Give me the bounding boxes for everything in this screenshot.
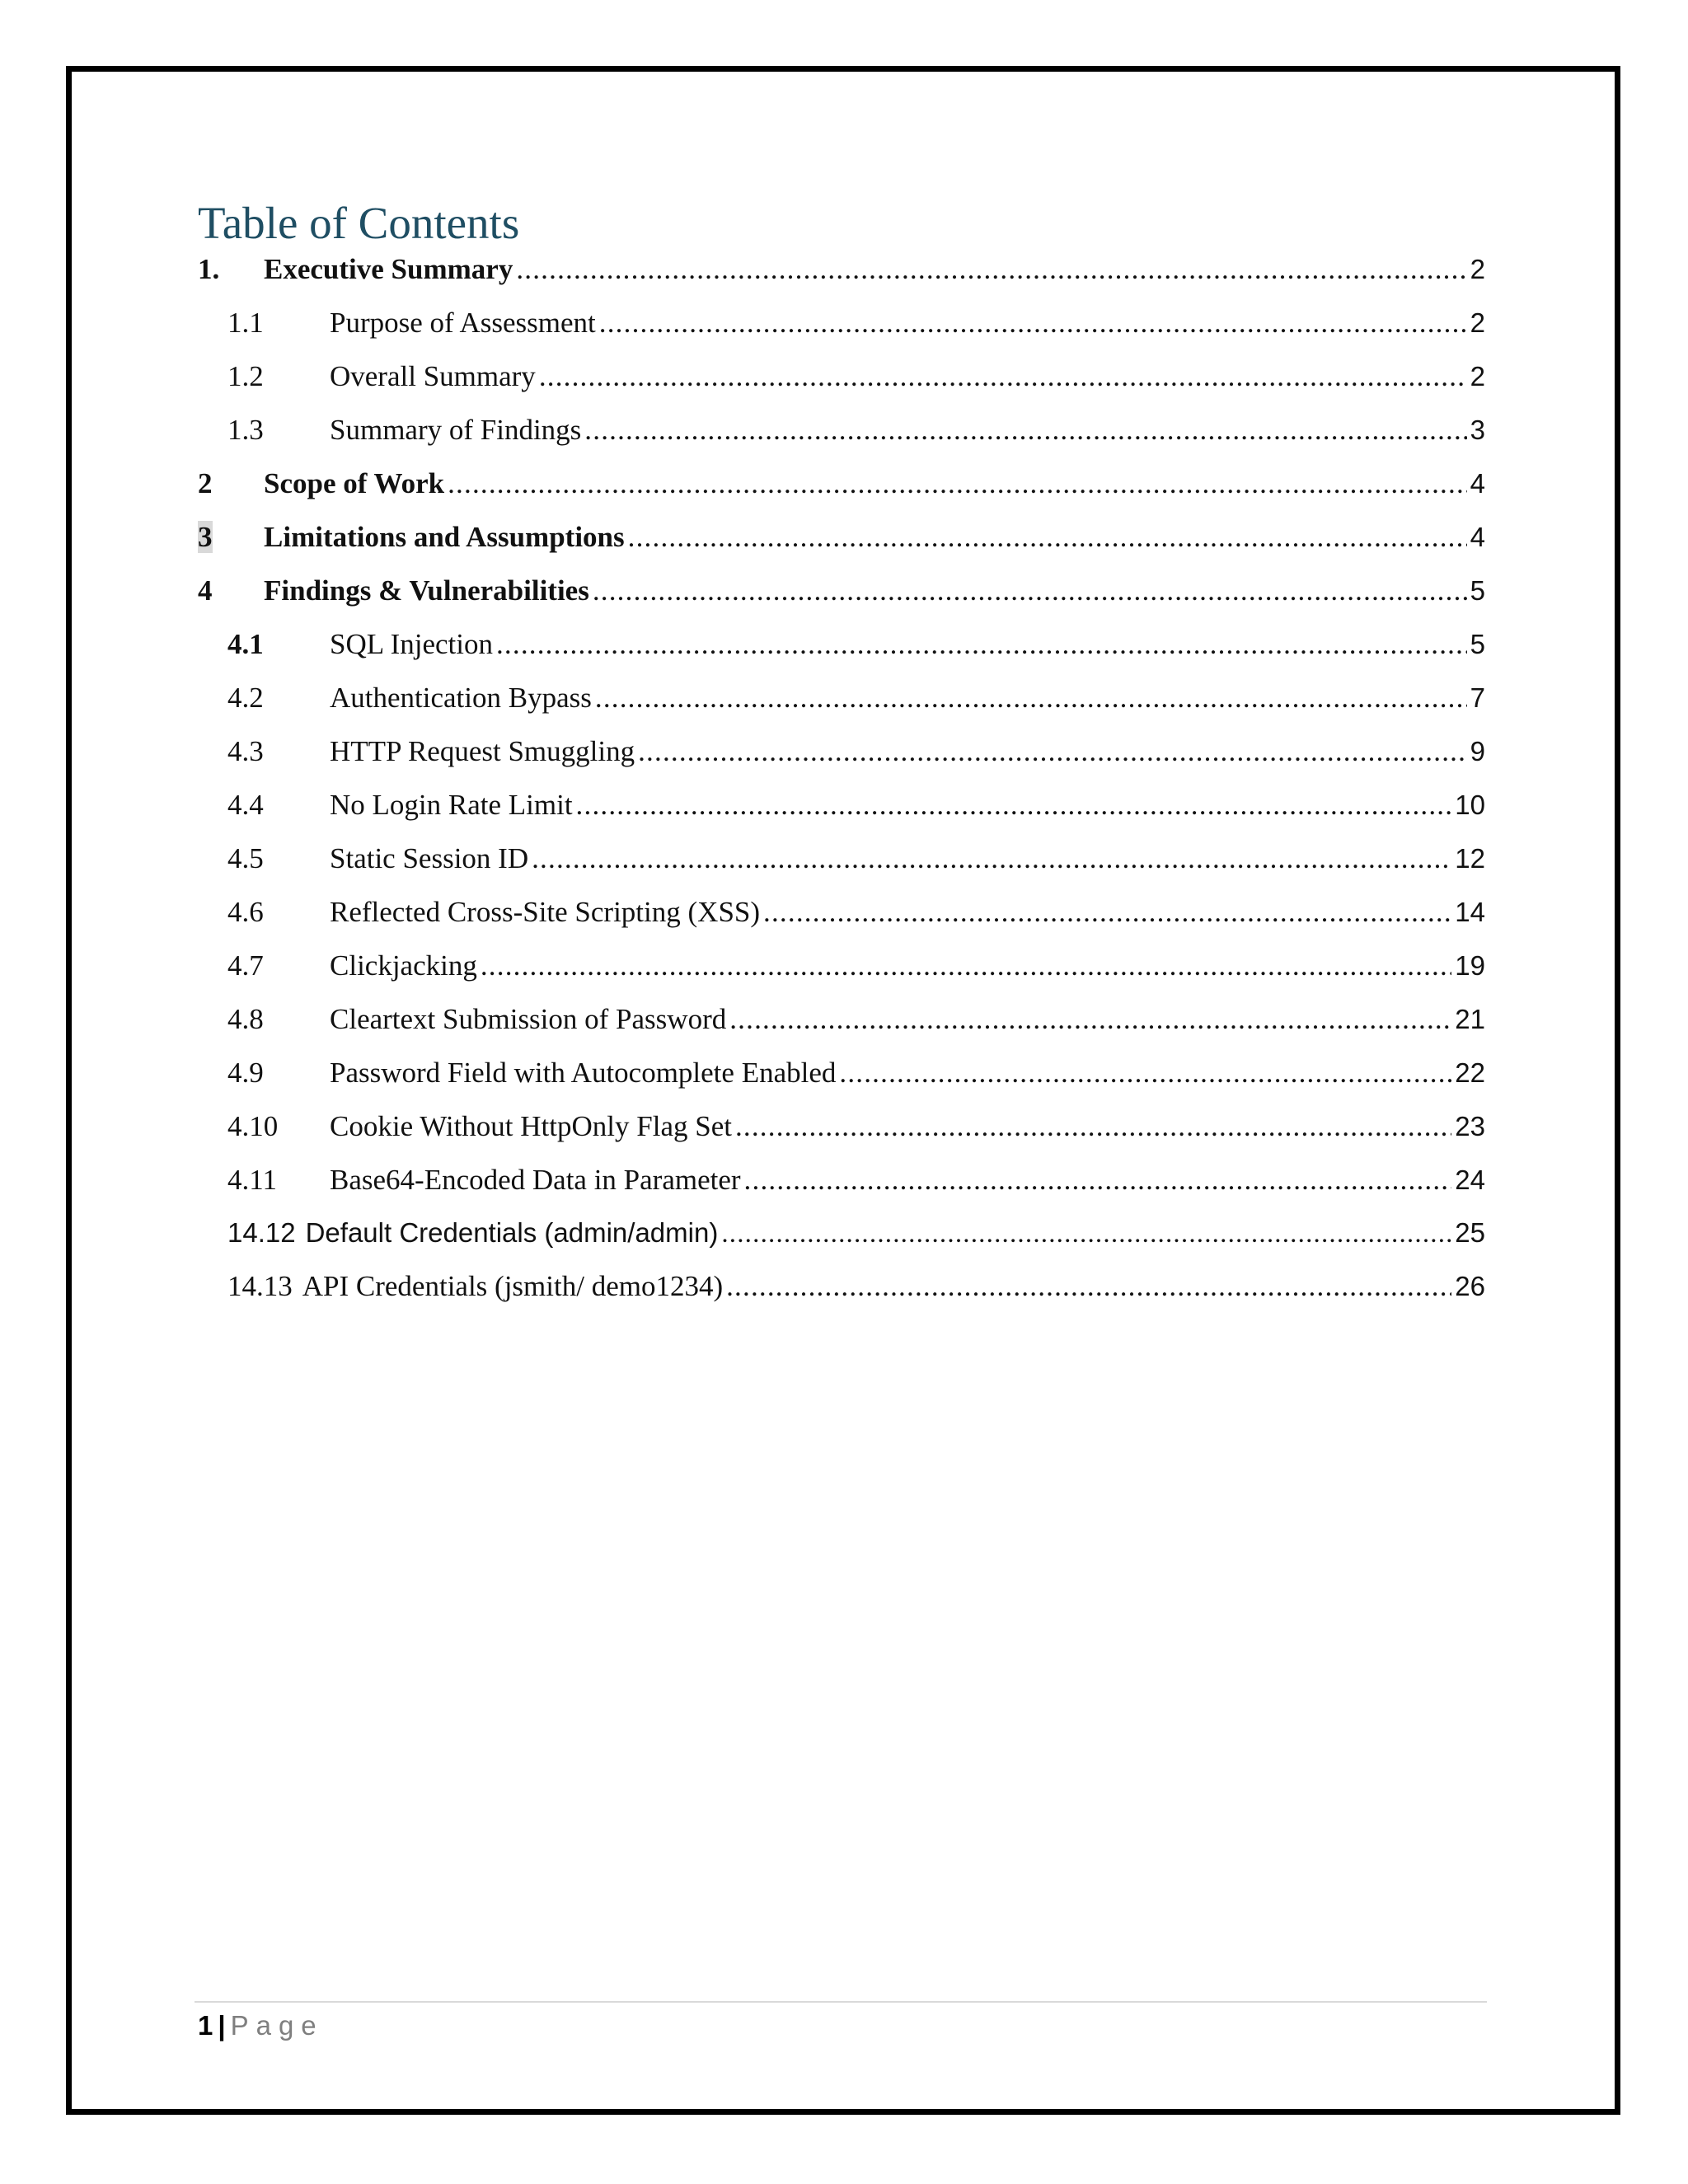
toc-entry-page: 25 [1455,1217,1485,1248]
highlighted-number: 3 [198,521,213,553]
dot-leader [532,838,1451,879]
dot-leader [516,249,1466,290]
dot-leader [595,677,1467,719]
toc-entry-summary-of-findings[interactable] [198,410,1485,451]
toc-entry-page: 21 [1455,1004,1485,1034]
toc-entry-label: Password Field with Autocomplete Enabled [330,1057,837,1089]
toc-entry-label: Purpose of Assessment [330,307,596,339]
toc-entry-number: 4.10 [227,1110,279,1142]
dot-leader [628,517,1467,558]
footer-page-number: 1 [198,2010,213,2041]
dot-leader [839,1052,1451,1094]
toc-entry-number: 4.5 [227,842,264,874]
toc-entry-page: 26 [1455,1271,1485,1301]
toc-entry-scope-of-work[interactable] [198,463,1485,504]
dot-leader [729,999,1451,1040]
toc-entry-page: 10 [1455,790,1485,820]
toc-entry-api-credentials[interactable] [198,1266,1485,1307]
toc-entry-number: 4.2 [227,682,264,714]
toc-entry-page: 19 [1455,950,1485,981]
toc-entry-limitations-and-assumptions[interactable] [198,517,1485,558]
toc-title: Table of Contents [198,198,520,248]
toc-entry-page: 9 [1470,736,1485,766]
toc-entry-page: 14 [1455,897,1485,927]
toc-entry-label: Clickjacking [330,949,477,982]
dot-leader [481,945,1451,987]
toc-entry-label: Overall Summary [330,360,536,392]
toc-entry-label: API Credentials (jsmith/ demo1234) [302,1270,724,1302]
footer-divider [195,2001,1487,2003]
toc-entry-page: 5 [1470,629,1485,659]
toc-entry-page: 24 [1455,1165,1485,1195]
dot-leader [638,731,1467,772]
toc-entry-number: 1.2 [227,360,264,392]
toc-entry-label: Limitations and Assumptions [264,521,625,553]
toc-entry-number: 14.12 [227,1217,296,1248]
toc-entry-label: Cleartext Submission of Password [330,1003,727,1035]
toc-entry-page: 2 [1470,307,1485,338]
toc-entry-number: 2 [198,467,213,499]
dot-leader [539,356,1467,397]
toc-entry-label: Authentication Bypass [330,682,592,714]
page-footer [198,2008,324,2044]
toc-entry-reflected-xss[interactable] [198,892,1485,933]
dot-leader [576,785,1452,826]
dot-leader [599,302,1467,344]
toc-entry-sql-injection[interactable] [198,624,1485,665]
toc-entry-no-login-rate-limit[interactable] [198,785,1485,826]
dot-leader [763,892,1451,933]
toc-entry-number: 4.7 [227,949,264,982]
toc-entry-label: Base64-Encoded Data in Parameter [330,1164,741,1196]
toc-entry-number: 4.11 [227,1164,277,1196]
toc-entry-authentication-bypass[interactable] [198,677,1485,719]
toc-entry-number: 1. [198,253,220,285]
toc-entry-label: Default Credentials (admin/admin) [305,1217,719,1248]
footer-separator: | [218,2010,226,2041]
toc-entry-label: SQL Injection [330,628,493,660]
dot-leader [496,624,1467,665]
toc-entry-cleartext-submission-of-password[interactable] [198,999,1485,1040]
toc-entry-purpose-of-assessment[interactable] [198,302,1485,344]
toc-entry-number: 4.6 [227,896,264,928]
footer-page-word: Page [230,2010,324,2041]
toc-entry-number: 1.1 [227,307,264,339]
toc-entry-number: 1.3 [227,414,264,446]
toc-entry-cookie-without-httponly[interactable] [198,1106,1485,1147]
toc-entry-http-request-smuggling[interactable] [198,731,1485,772]
toc-entry-number: 4.1 [227,628,264,660]
toc-entry-number [198,517,264,558]
toc-entry-executive-summary[interactable] [198,249,1485,290]
toc-entry-overall-summary[interactable] [198,356,1485,397]
toc-entry-label: Reflected Cross-Site Scripting (XSS) [330,896,761,928]
toc-entry-label: HTTP Request Smuggling [330,735,635,767]
toc-entry-clickjacking[interactable] [198,945,1485,987]
toc-entry-page: 22 [1455,1057,1485,1088]
toc-entry-label: Executive Summary [264,253,513,285]
dot-leader [448,463,1467,504]
toc-entry-number: 4.9 [227,1057,264,1089]
dot-leader [584,410,1466,451]
toc-entry-default-credentials[interactable] [198,1212,1485,1254]
dot-leader [744,1160,1452,1201]
toc-entry-page: 12 [1455,843,1485,874]
toc-entry-number: 4.8 [227,1003,264,1035]
toc-entry-base64-encoded-data[interactable] [198,1160,1485,1201]
toc-entry-label: Summary of Findings [330,414,582,446]
toc-entry-number: 14.13 [227,1270,293,1302]
toc-entry-findings-and-vulnerabilities[interactable] [198,570,1485,612]
toc-entry-password-autocomplete[interactable] [198,1052,1485,1094]
toc-entry-page: 23 [1455,1111,1485,1141]
dot-leader [735,1106,1451,1147]
toc-entry-static-session-id[interactable] [198,838,1485,879]
toc-entry-label: Static Session ID [330,842,529,874]
toc-entry-page: 4 [1470,468,1485,499]
toc-entry-number: 4.3 [227,735,264,767]
toc-entry-page: 3 [1470,415,1485,445]
toc-entry-page: 2 [1470,254,1485,284]
toc-entry-label: No Login Rate Limit [330,789,573,821]
toc-entry-label: Cookie Without HttpOnly Flag Set [330,1110,732,1142]
toc-entry-page: 2 [1470,361,1485,391]
toc-entry-page: 7 [1470,682,1485,713]
toc-entry-page: 5 [1470,575,1485,606]
toc-entry-number: 4 [198,574,213,607]
dot-leader [593,570,1467,612]
dot-leader [721,1213,1451,1254]
dot-leader [726,1266,1451,1307]
toc-entry-number: 4.4 [227,789,264,821]
toc-entry-page: 4 [1470,522,1485,552]
toc-entry-label: Scope of Work [264,467,445,499]
toc-entry-label: Findings & Vulnerabilities [264,574,589,607]
